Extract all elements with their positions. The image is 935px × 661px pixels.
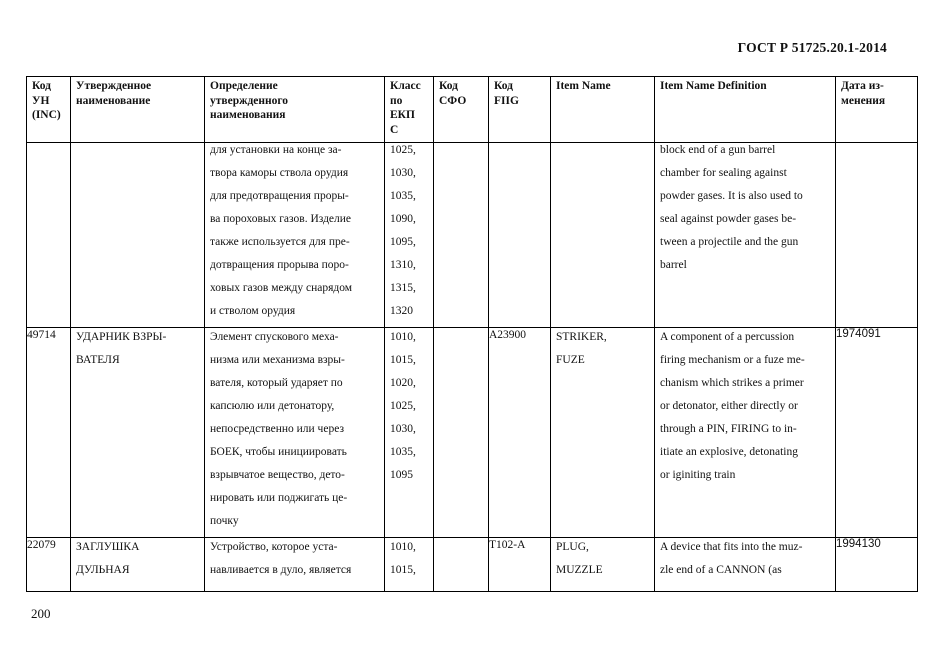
cell-line: 1010, (390, 541, 416, 553)
cell-line: 1310, (390, 259, 416, 271)
cell-line: 1015, (390, 354, 416, 366)
header-line: СФО (439, 94, 467, 107)
header-line: Код (439, 80, 459, 92)
cell-line: дотвращения прорыва поро- (210, 259, 349, 271)
cell-line: chanism which strikes a primer (660, 377, 804, 389)
cell-definition (205, 328, 385, 538)
cell-line: для предотвращения проры- (210, 190, 349, 202)
cell-line: seal against powder gases be- (660, 213, 797, 225)
cell-fiig: T102-A (489, 538, 551, 592)
header-line: Item Name Definition (660, 80, 767, 92)
cell-line: A component of a percussion (660, 331, 795, 343)
cell-line: chamber for sealing against (660, 167, 787, 179)
col-header-item-name (551, 77, 655, 143)
cell-line: ВАТЕЛЯ (76, 354, 120, 366)
cell-line: также используется для пре- (210, 236, 350, 248)
cell-line: БОЕК, чтобы инициировать (210, 446, 347, 458)
header-line: по (390, 94, 403, 107)
table-header-row (27, 77, 918, 143)
cell-line: 1010, (390, 331, 416, 343)
header-line: FIIG (494, 94, 519, 107)
header-line: Класс (390, 80, 421, 92)
cell-line: block end of a gun barrel (660, 144, 776, 156)
table-row (27, 538, 918, 592)
cell-line: непосредственно или через (210, 423, 344, 435)
header-line: УН (32, 94, 50, 107)
col-header-inc (27, 77, 71, 143)
col-header-class (385, 77, 434, 143)
cell-line: 1030, (390, 423, 416, 435)
cell-line: MUZZLE (556, 564, 603, 576)
cell-line: ховых газов между снарядом (210, 282, 353, 294)
cell-line: itiate an explosive, detonating (660, 446, 798, 458)
cell-inc (27, 143, 71, 328)
cell-fiig: A23900 (489, 328, 551, 538)
cell-item-name (551, 328, 655, 538)
cell-line: FUZE (556, 354, 585, 366)
cell-line: 1025, (390, 144, 416, 156)
cell-line: ДУЛЬНАЯ (76, 564, 130, 576)
col-header-date (836, 77, 918, 143)
cell-line: 1015, (390, 564, 416, 576)
cell-class (385, 538, 434, 592)
cell-item-name (551, 143, 655, 328)
cell-definition (205, 538, 385, 592)
cell-line: ва пороховых газов. Изделие (210, 213, 352, 225)
cell-line: и стволом орудия (210, 305, 296, 317)
cell-line: Устройство, которое уста- (210, 541, 338, 553)
cell-line: для установки на конце за- (210, 144, 342, 156)
cell-line: 1020, (390, 377, 416, 389)
cell-line: 1030, (390, 167, 416, 179)
cell-line: through a PIN, FIRING to in- (660, 423, 797, 435)
col-header-sfo (434, 77, 489, 143)
cell-line: твора каморы ствола орудия (210, 167, 349, 179)
cell-line: ЗАГЛУШКА (76, 541, 140, 553)
cell-line: вателя, который ударяет по (210, 377, 343, 389)
cell-date: 1974091 (836, 328, 918, 538)
header-line: наименование (76, 94, 151, 107)
cell-line: навливается в дуло, является (210, 564, 352, 576)
cell-inc: 22079 (27, 538, 71, 592)
nomenclature-table (26, 76, 918, 592)
header-line: утвержденного (210, 94, 289, 107)
cell-line: barrel (660, 259, 687, 271)
cell-inc: 49714 (27, 328, 71, 538)
cell-line: 1035, (390, 190, 416, 202)
cell-class (385, 143, 434, 328)
cell-line: Элемент спускового меха- (210, 331, 339, 343)
cell-line: PLUG, (556, 541, 589, 553)
cell-line: 1320 (390, 305, 413, 317)
page-number: 200 (31, 606, 51, 621)
cell-approved-name (71, 143, 205, 328)
col-header-definition (205, 77, 385, 143)
header-line: менения (841, 94, 886, 107)
cell-line: or iginiting train (660, 469, 736, 481)
cell-line: почку (210, 515, 239, 527)
standard-code: ГОСТ Р 51725.20.1-2014 (737, 40, 887, 55)
cell-fiig (489, 143, 551, 328)
cell-line: взрывчатое вещество, дето- (210, 469, 345, 481)
cell-line: A device that fits into the muz- (660, 541, 803, 553)
table-row (27, 143, 918, 328)
cell-sfo (434, 328, 489, 538)
cell-line: 1035, (390, 446, 416, 458)
cell-line: or detonator, either directly or (660, 400, 798, 412)
header-line: Код (32, 80, 52, 92)
cell-approved-name (71, 538, 205, 592)
table-row (27, 328, 918, 538)
cell-sfo (434, 143, 489, 328)
cell-line: 1095 (390, 469, 413, 481)
header-line: Код (494, 80, 514, 92)
cell-class (385, 328, 434, 538)
cell-item-definition (655, 143, 836, 328)
cell-line: 1090, (390, 213, 416, 225)
cell-line: низма или механизма взры- (210, 354, 345, 366)
cell-line: tween a projectile and the gun (660, 236, 799, 248)
header-line: Определение (210, 80, 278, 92)
cell-line: STRIKER, (556, 331, 607, 343)
cell-line: 1025, (390, 400, 416, 412)
cell-sfo (434, 538, 489, 592)
cell-line: powder gases. It is also used to (660, 190, 803, 202)
header-line: наименования (210, 109, 286, 121)
col-header-item-definition (655, 77, 836, 143)
cell-line: firing mechanism or a fuze me- (660, 354, 805, 366)
cell-date (836, 143, 918, 328)
col-header-name (71, 77, 205, 143)
header-line: Item Name (556, 80, 611, 92)
cell-item-definition (655, 328, 836, 538)
cell-definition (205, 143, 385, 328)
header-line: ЕКП (390, 109, 415, 121)
header-line: (INC) (32, 109, 61, 121)
cell-date: 1994130 (836, 538, 918, 592)
header-line: Дата из- (841, 80, 884, 92)
header-line: С (390, 123, 399, 136)
cell-item-definition (655, 538, 836, 592)
cell-line: УДАРНИК ВЗРЫ- (76, 331, 167, 343)
cell-line: 1095, (390, 236, 416, 248)
cell-line: капсюлю или детонатору, (210, 400, 335, 412)
cell-line: нировать или поджигать це- (210, 492, 348, 504)
col-header-fiig (489, 77, 551, 143)
cell-approved-name (71, 328, 205, 538)
cell-line: zle end of a CANNON (as (660, 564, 782, 576)
cell-item-name (551, 538, 655, 592)
header-line: Утвержденное (76, 80, 152, 92)
cell-line: 1315, (390, 282, 416, 294)
